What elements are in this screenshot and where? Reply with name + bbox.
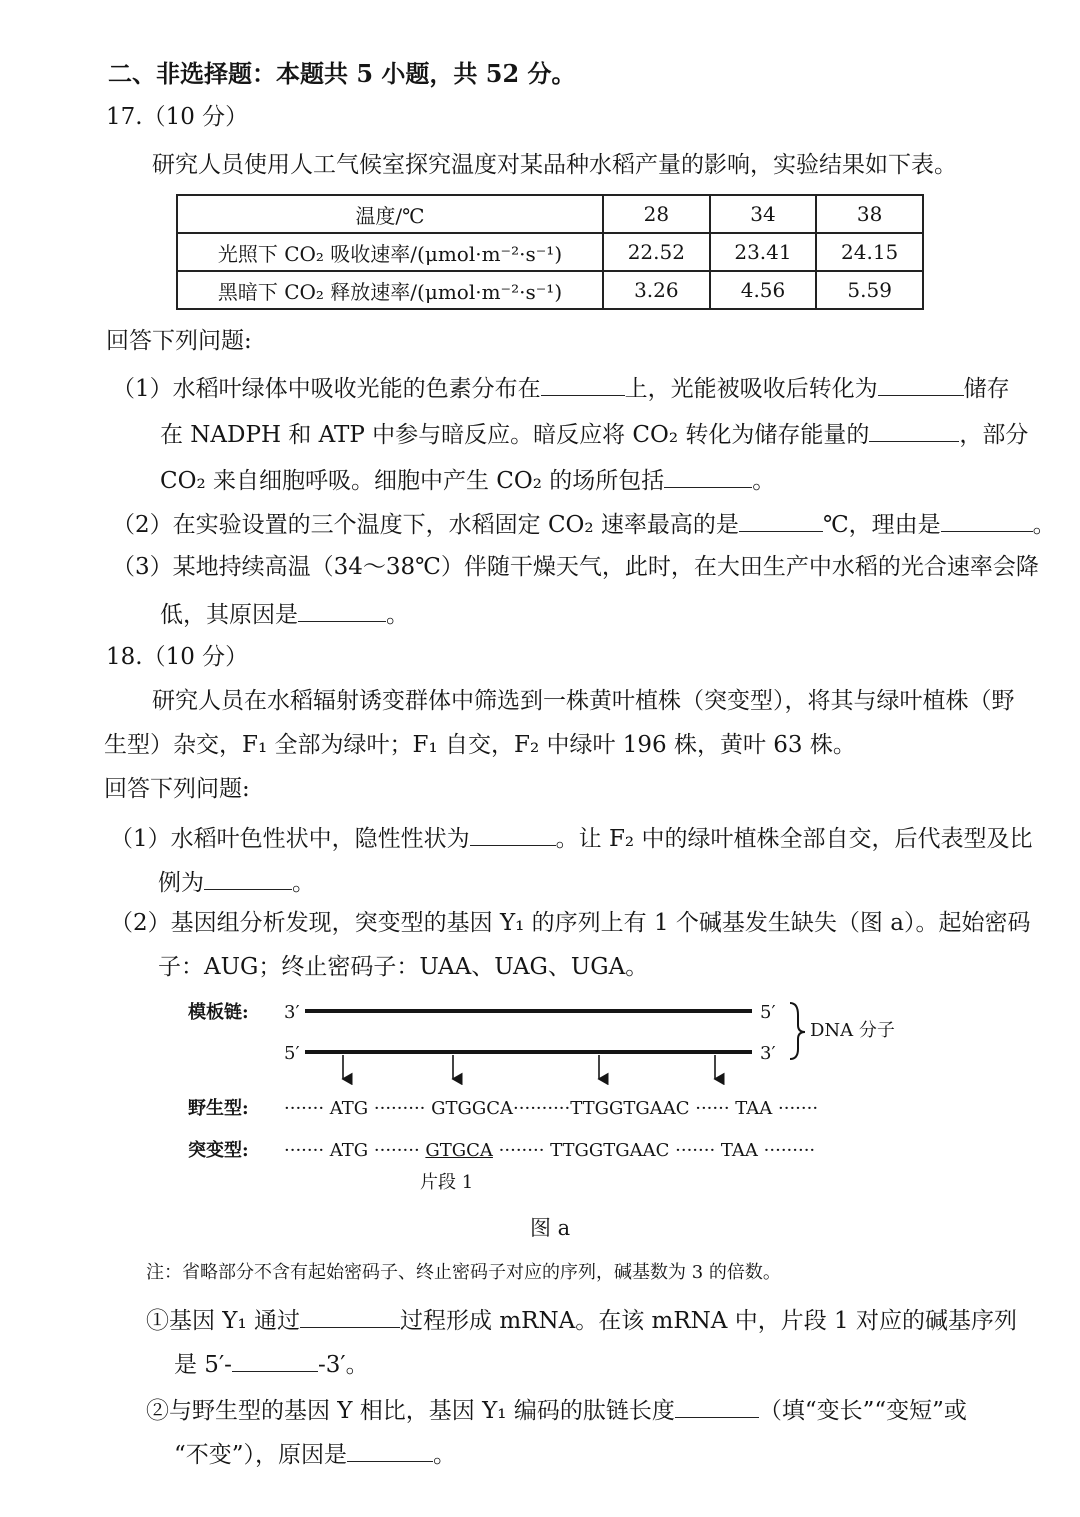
table-row	[177, 271, 923, 309]
fragment-1-label: 片段 1	[420, 1172, 474, 1193]
text: （1）水稻叶色性状中，隐性性状为	[110, 826, 470, 852]
table-cell: 3.26	[603, 271, 710, 309]
text: 例为	[158, 870, 204, 896]
answer-blank[interactable]	[470, 822, 556, 846]
text: 过程形成 mRNA。在该 mRNA 中，片段 1 对应的碱基序列	[400, 1308, 1017, 1334]
prime-label: 3′	[284, 1002, 300, 1023]
table-cell: 22.52	[603, 233, 710, 271]
text: 。	[292, 870, 315, 896]
text: 。让 F₂ 中的绿叶植株全部自交，后代表型及比	[555, 826, 1033, 852]
text: 。	[433, 1442, 457, 1468]
q18-number: 18.（10 分）	[106, 644, 249, 670]
table-cell: 38	[816, 195, 923, 233]
text: 。	[752, 468, 776, 494]
table-cell: 24.15	[816, 233, 923, 271]
prime-label: 5′	[760, 1002, 776, 1023]
q18-sub2-line2	[174, 1438, 456, 1470]
q18-sub1-line2	[174, 1348, 369, 1380]
answer-blank[interactable]	[878, 372, 964, 396]
answer-blank[interactable]	[300, 1304, 400, 1328]
text: -3′。	[317, 1352, 369, 1378]
table-cell: 4.56	[710, 271, 817, 309]
q18-intro-line2: 生型）杂交，F₁ 全部为绿叶；F₁ 自交，F₂ 中绿叶 196 株，黄叶 63 株。	[104, 732, 856, 758]
answer-blank[interactable]	[232, 1348, 318, 1372]
dna-molecule-label: DNA 分子	[810, 1020, 895, 1041]
table-cell: 28	[603, 195, 710, 233]
answer-blank[interactable]	[869, 418, 959, 442]
q18-part2-line1: （2）基因组分析发现，突变型的基因 Y₁ 的序列上有 1 个碱基发生缺失（图 a）。起始密码	[110, 910, 1031, 936]
answer-blank[interactable]	[204, 866, 292, 890]
q17-part1-line1	[112, 372, 1010, 404]
text: 储存	[963, 376, 1010, 402]
q17-number: 17.（10 分）	[106, 104, 249, 130]
figure-caption: 图 a	[530, 1216, 571, 1240]
text: 上，光能被吸收后转化为	[624, 376, 878, 402]
q18-part2-line2: 子：AUG；终止密码子：UAA、UAG、UGA。	[158, 954, 649, 980]
table-cell: 34	[710, 195, 817, 233]
text: ，部分	[959, 422, 1029, 448]
wild-type-sequence: ······· ATG ········· GTGGCA··········TTGGTGAAC ······ TAA ·······	[284, 1098, 819, 1119]
answer-blank[interactable]	[664, 464, 752, 488]
answer-blank[interactable]	[675, 1394, 759, 1418]
answer-blank[interactable]	[941, 508, 1033, 532]
q17-part3-line1: （3）某地持续高温（34～38℃）伴随干燥天气，此时，在大田生产中水稻的光合速率会降	[112, 554, 1039, 580]
fragment-1-sequence: GTGCA	[425, 1140, 493, 1161]
wild-type-label: 野生型:	[188, 1098, 249, 1119]
mutant-label: 突变型:	[188, 1140, 249, 1161]
table-cell: 5.59	[816, 271, 923, 309]
brace-icon	[790, 1003, 805, 1059]
table-cell: 23.41	[710, 233, 817, 271]
q18-answer-prompt: 回答下列问题:	[104, 776, 250, 802]
text: （填“变长”“变短”或	[758, 1398, 967, 1424]
text: 。	[386, 602, 409, 628]
q17-answer-prompt: 回答下列问题:	[106, 328, 252, 354]
text: 低，其原因是	[160, 602, 298, 628]
template-strand-label: 模板链:	[188, 1002, 249, 1023]
answer-blank[interactable]	[739, 508, 823, 532]
table-row	[177, 195, 923, 233]
q18-sub1-line1	[146, 1304, 1017, 1336]
text: 。	[1032, 512, 1056, 538]
answer-blank[interactable]	[298, 598, 386, 622]
text: ①基因 Y₁ 通过	[146, 1308, 301, 1334]
q17-data-table	[176, 194, 924, 310]
answer-blank[interactable]	[541, 372, 625, 396]
q18-sub2-line1	[146, 1394, 967, 1426]
figure-note: 注：省略部分不含有起始密码子、终止密码子对应的序列，碱基数为 3 的倍数。	[146, 1262, 781, 1283]
text: 在 NADPH 和 ATP 中参与暗反应。暗反应将 CO₂ 转化为储存能量的	[160, 422, 870, 448]
q17-intro: 研究人员使用人工气候室探究温度对某品种水稻产量的影响，实验结果如下表。	[152, 152, 957, 178]
section-heading: 二、非选择题：本题共 5 小题，共 52 分。	[108, 59, 576, 88]
q18-part1-line2	[158, 866, 315, 898]
mutant-sequence	[284, 1140, 815, 1162]
q17-part1-line2	[160, 418, 1028, 450]
prime-label: 3′	[760, 1043, 776, 1064]
q18-intro-line1: 研究人员在水稻辐射诱变群体中筛选到一株黄叶植株（突变型），将其与绿叶植株（野	[152, 688, 1015, 714]
q17-part2	[112, 508, 1056, 540]
text: “不变”），原因是	[174, 1442, 348, 1468]
prime-label: 5′	[284, 1043, 300, 1064]
q17-part1-line3	[160, 464, 775, 496]
answer-blank[interactable]	[347, 1438, 433, 1462]
text: 是 5′-	[174, 1352, 232, 1378]
text: CO₂ 来自细胞呼吸。细胞中产生 CO₂ 的场所包括	[160, 468, 665, 494]
q18-part1-line1	[110, 822, 1032, 854]
q17-part3-line2	[160, 598, 409, 630]
text: （1）水稻叶绿体中吸收光能的色素分布在	[112, 376, 541, 402]
sequence-part: ········ TTGGTGAAC ······· TAA ·········	[492, 1140, 816, 1161]
table-row-label: 光照下 CO₂ 吸收速率/(μmol·m⁻²·s⁻¹)	[177, 233, 603, 271]
sequence-part: ······· ATG ········	[284, 1140, 426, 1161]
text: ②与野生型的基因 Y 相比，基因 Y₁ 编码的肽链长度	[146, 1398, 675, 1424]
table-row	[177, 233, 923, 271]
text: （2）在实验设置的三个温度下，水稻固定 CO₂ 速率最高的是	[112, 512, 739, 538]
text: ℃，理由是	[822, 512, 941, 538]
table-row-label: 黑暗下 CO₂ 释放速率/(μmol·m⁻²·s⁻¹)	[177, 271, 603, 309]
table-header-label: 温度/℃	[177, 195, 603, 233]
